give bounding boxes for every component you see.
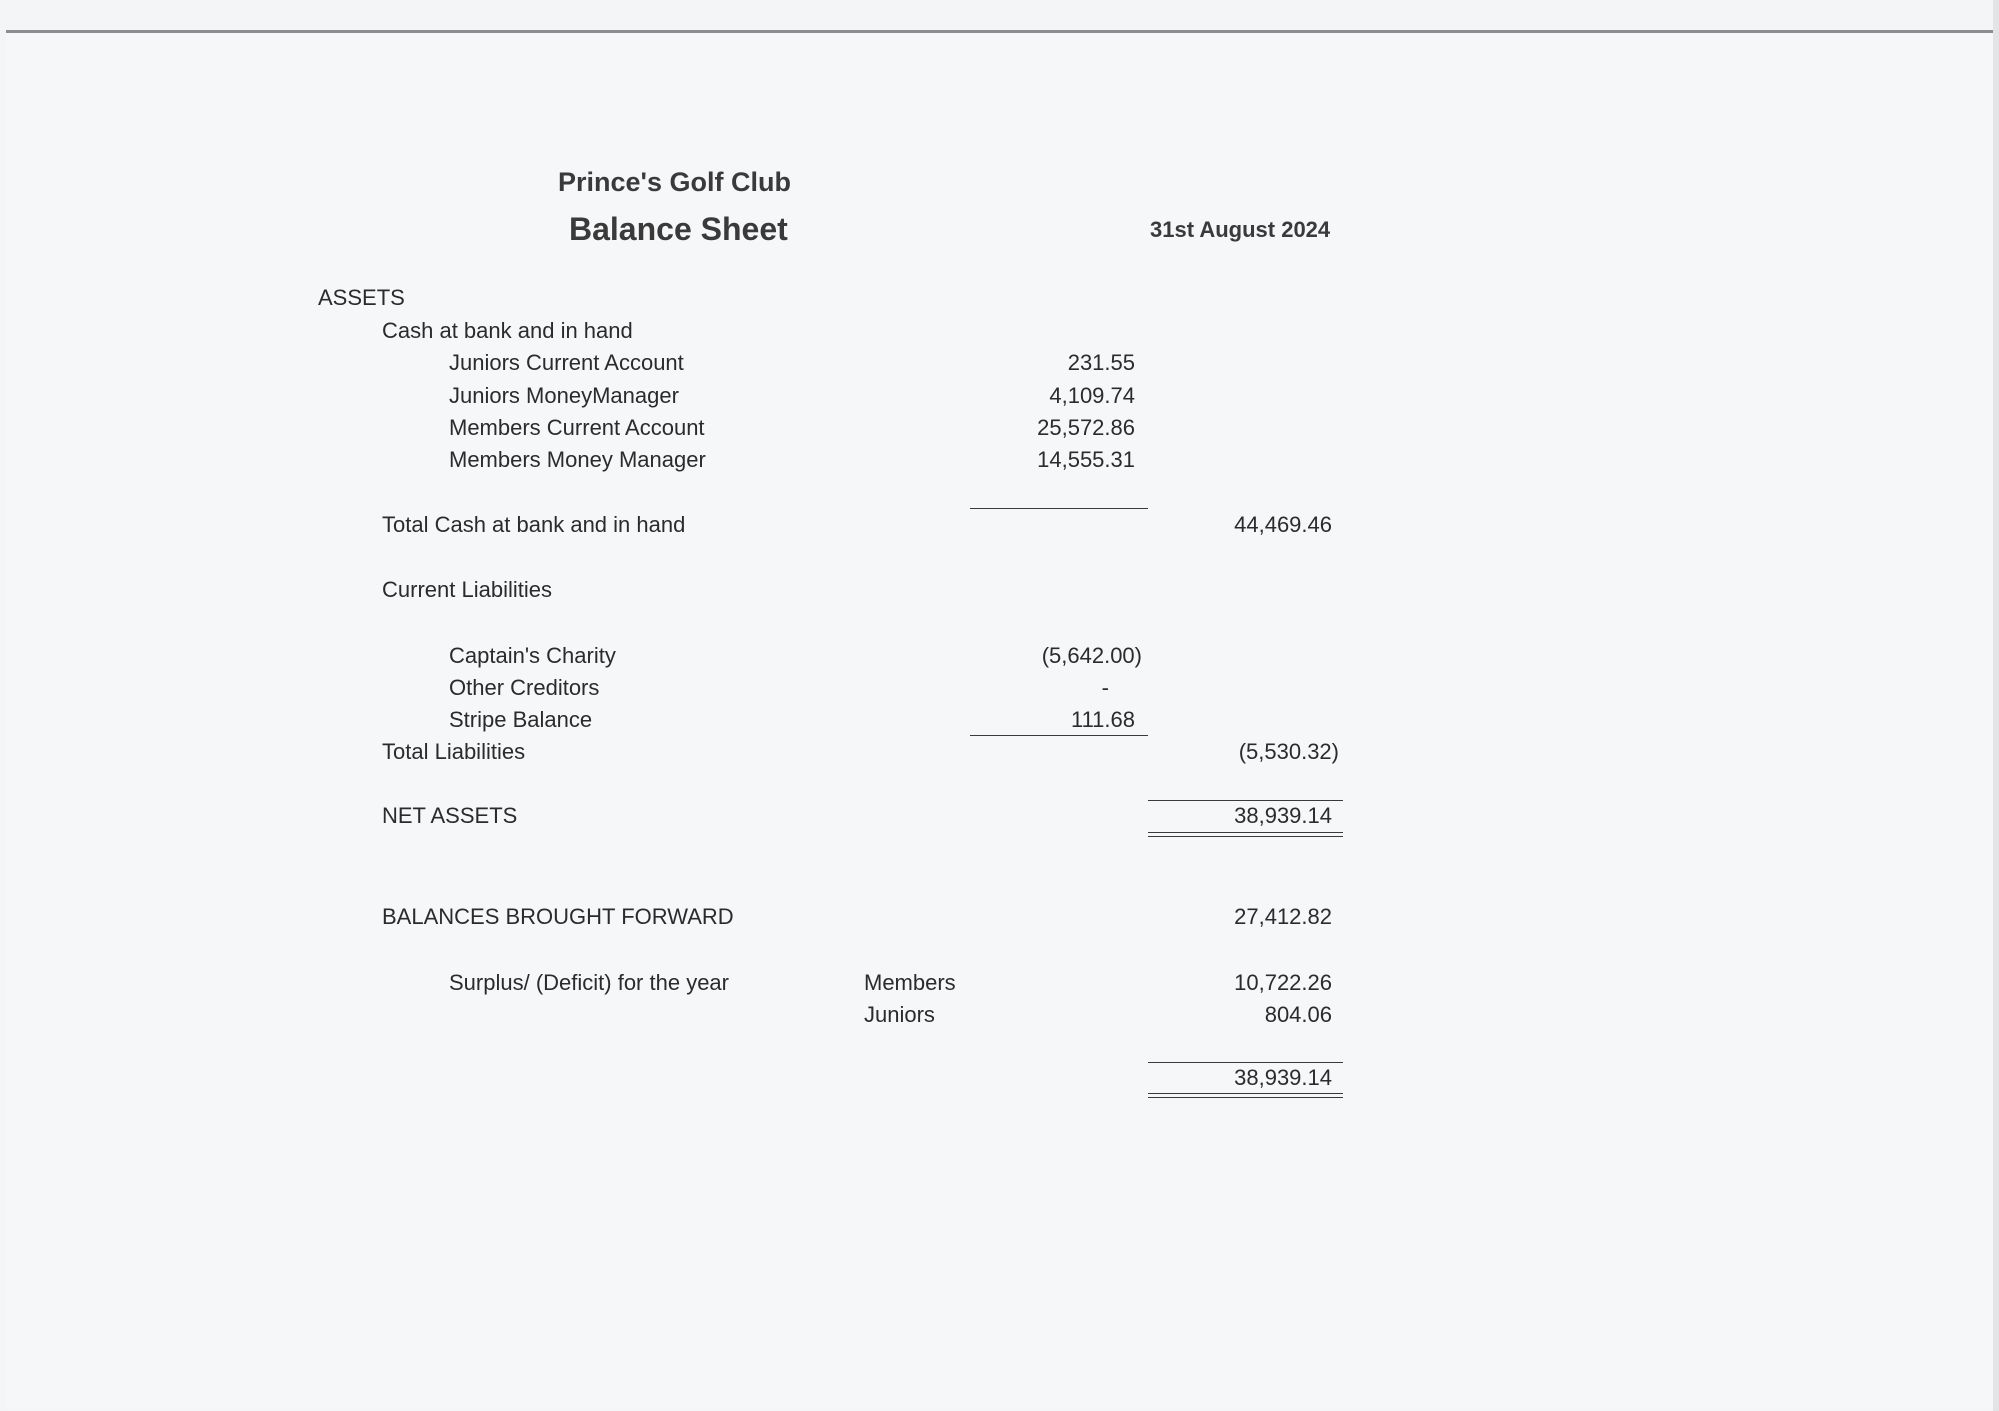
net-assets-top-rule xyxy=(1148,800,1343,801)
liability-amount: - xyxy=(1101,675,1109,700)
account-label: Members Money Manager xyxy=(449,447,706,472)
page-title: Balance Sheet xyxy=(569,211,788,247)
account-amount: 25,572.86 xyxy=(1037,415,1135,440)
account-amount: 14,555.31 xyxy=(1037,447,1135,472)
page-edge xyxy=(1993,0,1999,1411)
surplus-row-amount: 804.06 xyxy=(1264,1002,1332,1027)
surplus-row-label: Members xyxy=(864,970,956,995)
net-assets-label: NET ASSETS xyxy=(382,803,518,828)
account-amount: 231.55 xyxy=(1067,350,1135,375)
surplus-row-amount: 10,722.26 xyxy=(1234,970,1332,995)
liabilities-heading: Current Liabilities xyxy=(382,577,552,602)
total-cash-label: Total Cash at bank and in hand xyxy=(382,512,686,537)
subtotal-rule xyxy=(970,508,1148,509)
final-total-double-rule xyxy=(1148,1093,1343,1098)
liability-label: Captain's Charity xyxy=(449,643,616,668)
brought-forward-amount: 27,412.82 xyxy=(1234,904,1332,929)
brought-forward-label: BALANCES BROUGHT FORWARD xyxy=(382,904,734,929)
cash-heading: Cash at bank and in hand xyxy=(382,318,633,343)
assets-heading: ASSETS xyxy=(318,285,405,310)
final-total-top-rule xyxy=(1148,1062,1343,1063)
surplus-label: Surplus/ (Deficit) for the year xyxy=(449,970,729,995)
liability-label: Other Creditors xyxy=(449,675,600,700)
total-liabilities-amount: (5,530.32) xyxy=(1238,739,1339,764)
surplus-row-label: Juniors xyxy=(864,1002,935,1027)
liability-amount: (5,642.00) xyxy=(1041,643,1142,668)
liability-label: Stripe Balance xyxy=(449,707,593,732)
subtotal-rule xyxy=(970,735,1148,736)
account-amount: 4,109.74 xyxy=(1049,383,1135,408)
account-label: Juniors Current Account xyxy=(449,350,684,375)
document-page xyxy=(6,30,1996,1409)
net-assets-amount: 38,939.14 xyxy=(1234,803,1332,828)
club-name: Prince's Golf Club xyxy=(558,167,791,197)
account-label: Members Current Account xyxy=(449,415,705,440)
total-cash-amount: 44,469.46 xyxy=(1234,512,1332,537)
final-total-amount: 38,939.14 xyxy=(1234,1065,1332,1090)
liability-amount: 111.68 xyxy=(1070,707,1135,732)
report-date: 31st August 2024 xyxy=(1150,217,1331,242)
total-liabilities-label: Total Liabilities xyxy=(382,739,526,764)
net-assets-double-rule xyxy=(1148,832,1343,837)
account-label: Juniors MoneyManager xyxy=(449,383,679,408)
